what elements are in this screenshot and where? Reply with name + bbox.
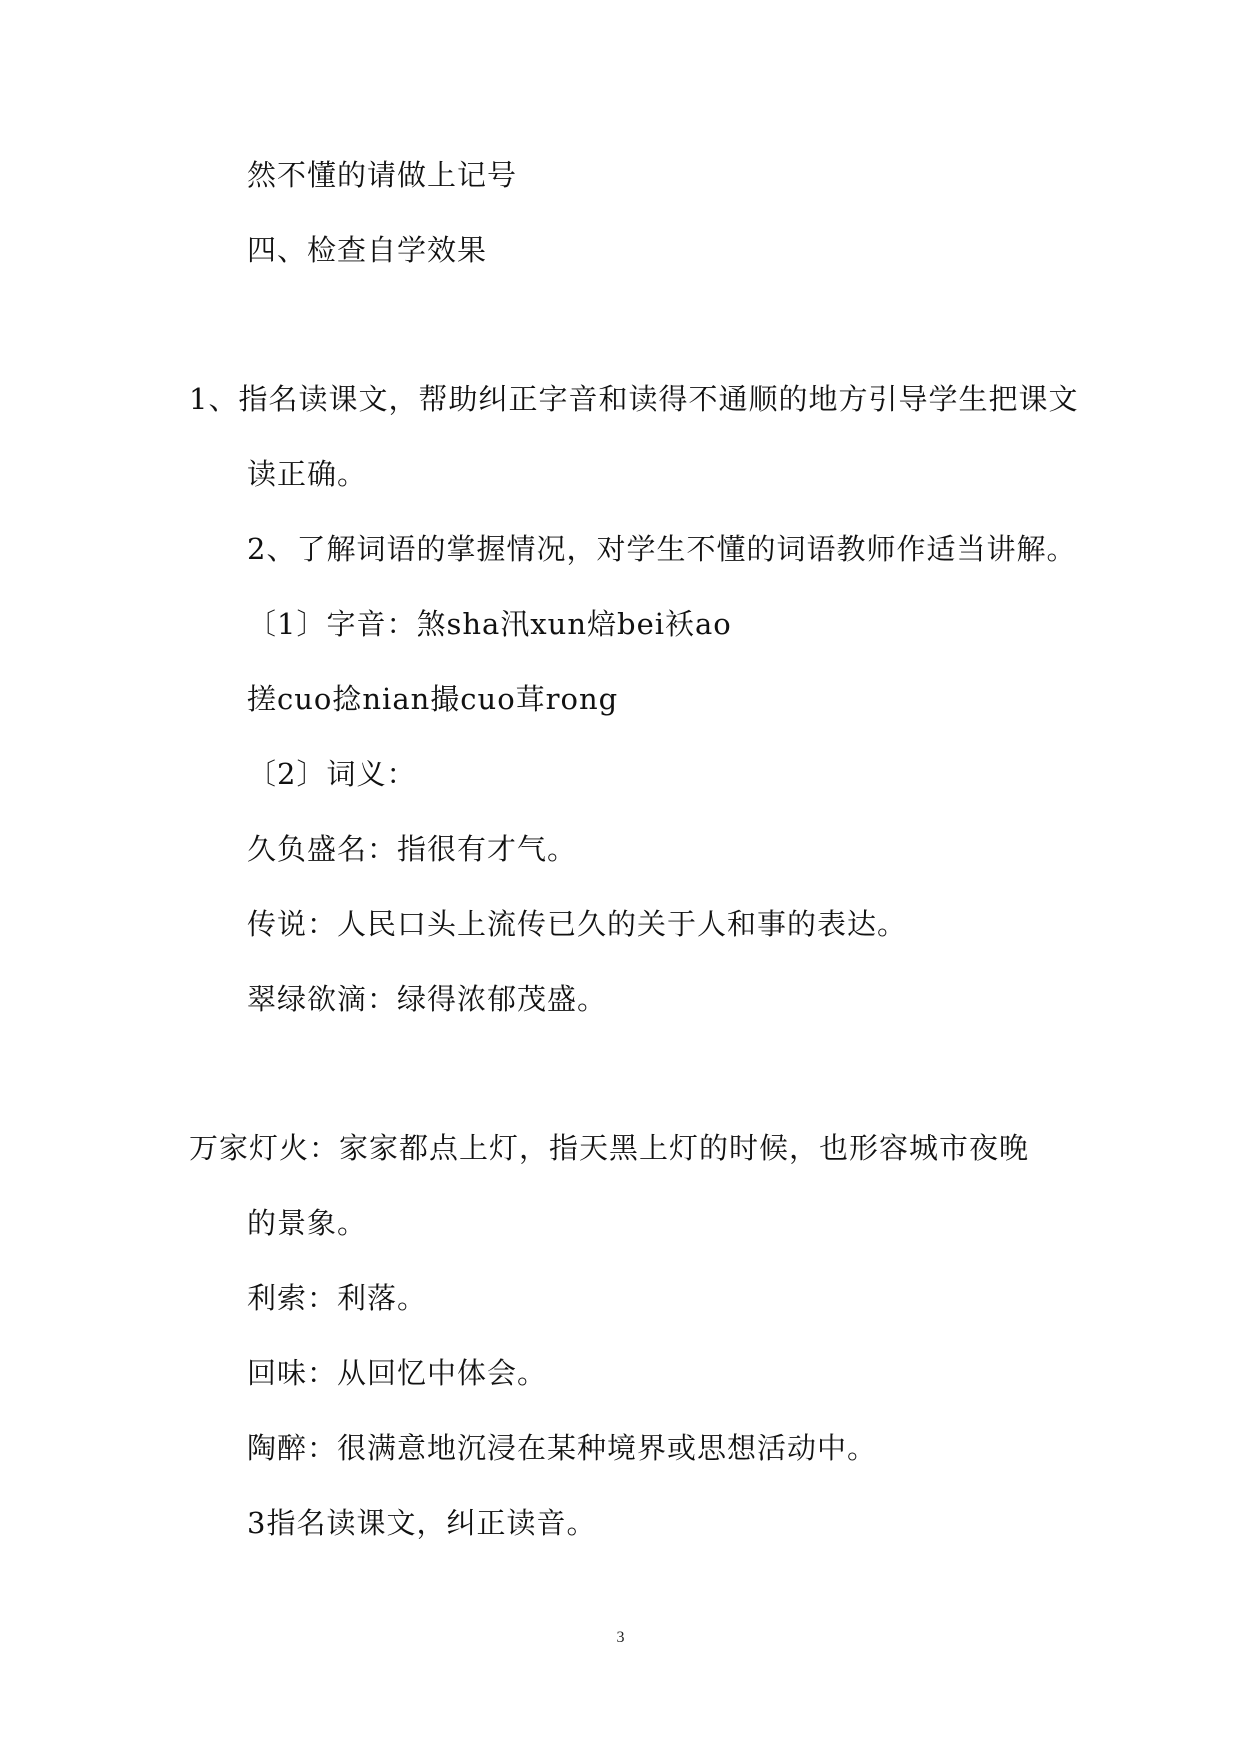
section-heading-check-self-study: 四、检查自学效果	[247, 233, 488, 267]
vocabulary-entry: 翠绿欲滴：绿得浓郁茂盛。	[247, 982, 608, 1016]
vocabulary-entry: 久负盛名：指很有才气。	[247, 832, 578, 866]
pronunciation-line-2: 搓cuo捻nian撮cuo茸rong	[247, 682, 619, 716]
vocabulary-entry-continuation: 的景象。	[247, 1206, 368, 1240]
list-item-1: 1、指名读课文，帮助纠正字音和读得不通顺的地方引导学生把课文	[189, 382, 1079, 416]
list-item-3: 3指名读课文，纠正读音。	[247, 1506, 597, 1540]
vocabulary-heading: 〔2〕词义：	[247, 757, 417, 791]
list-item-1-continuation: 读正确。	[247, 457, 368, 491]
text-line-continuation: 然不懂的请做上记号	[247, 158, 518, 192]
list-item-2: 2、了解词语的掌握情况，对学生不懂的词语教师作适当讲解。	[247, 532, 1077, 566]
vocabulary-entry: 万家灯火：家家都点上灯，指天黑上灯的时候，也形容城市夜晚	[189, 1131, 1030, 1165]
pronunciation-line-1: 〔1〕字音：煞sha汛xun焙bei袄ao	[247, 607, 732, 641]
vocabulary-entry: 回味：从回忆中体会。	[247, 1356, 548, 1390]
vocabulary-entry: 传说：人民口头上流传已久的关于人和事的表达。	[247, 907, 908, 941]
vocabulary-entry: 陶醉：很满意地沉浸在某种境界或思想活动中。	[247, 1431, 878, 1465]
page-number: 3	[616, 1629, 625, 1646]
vocabulary-entry: 利索：利落。	[247, 1281, 428, 1315]
